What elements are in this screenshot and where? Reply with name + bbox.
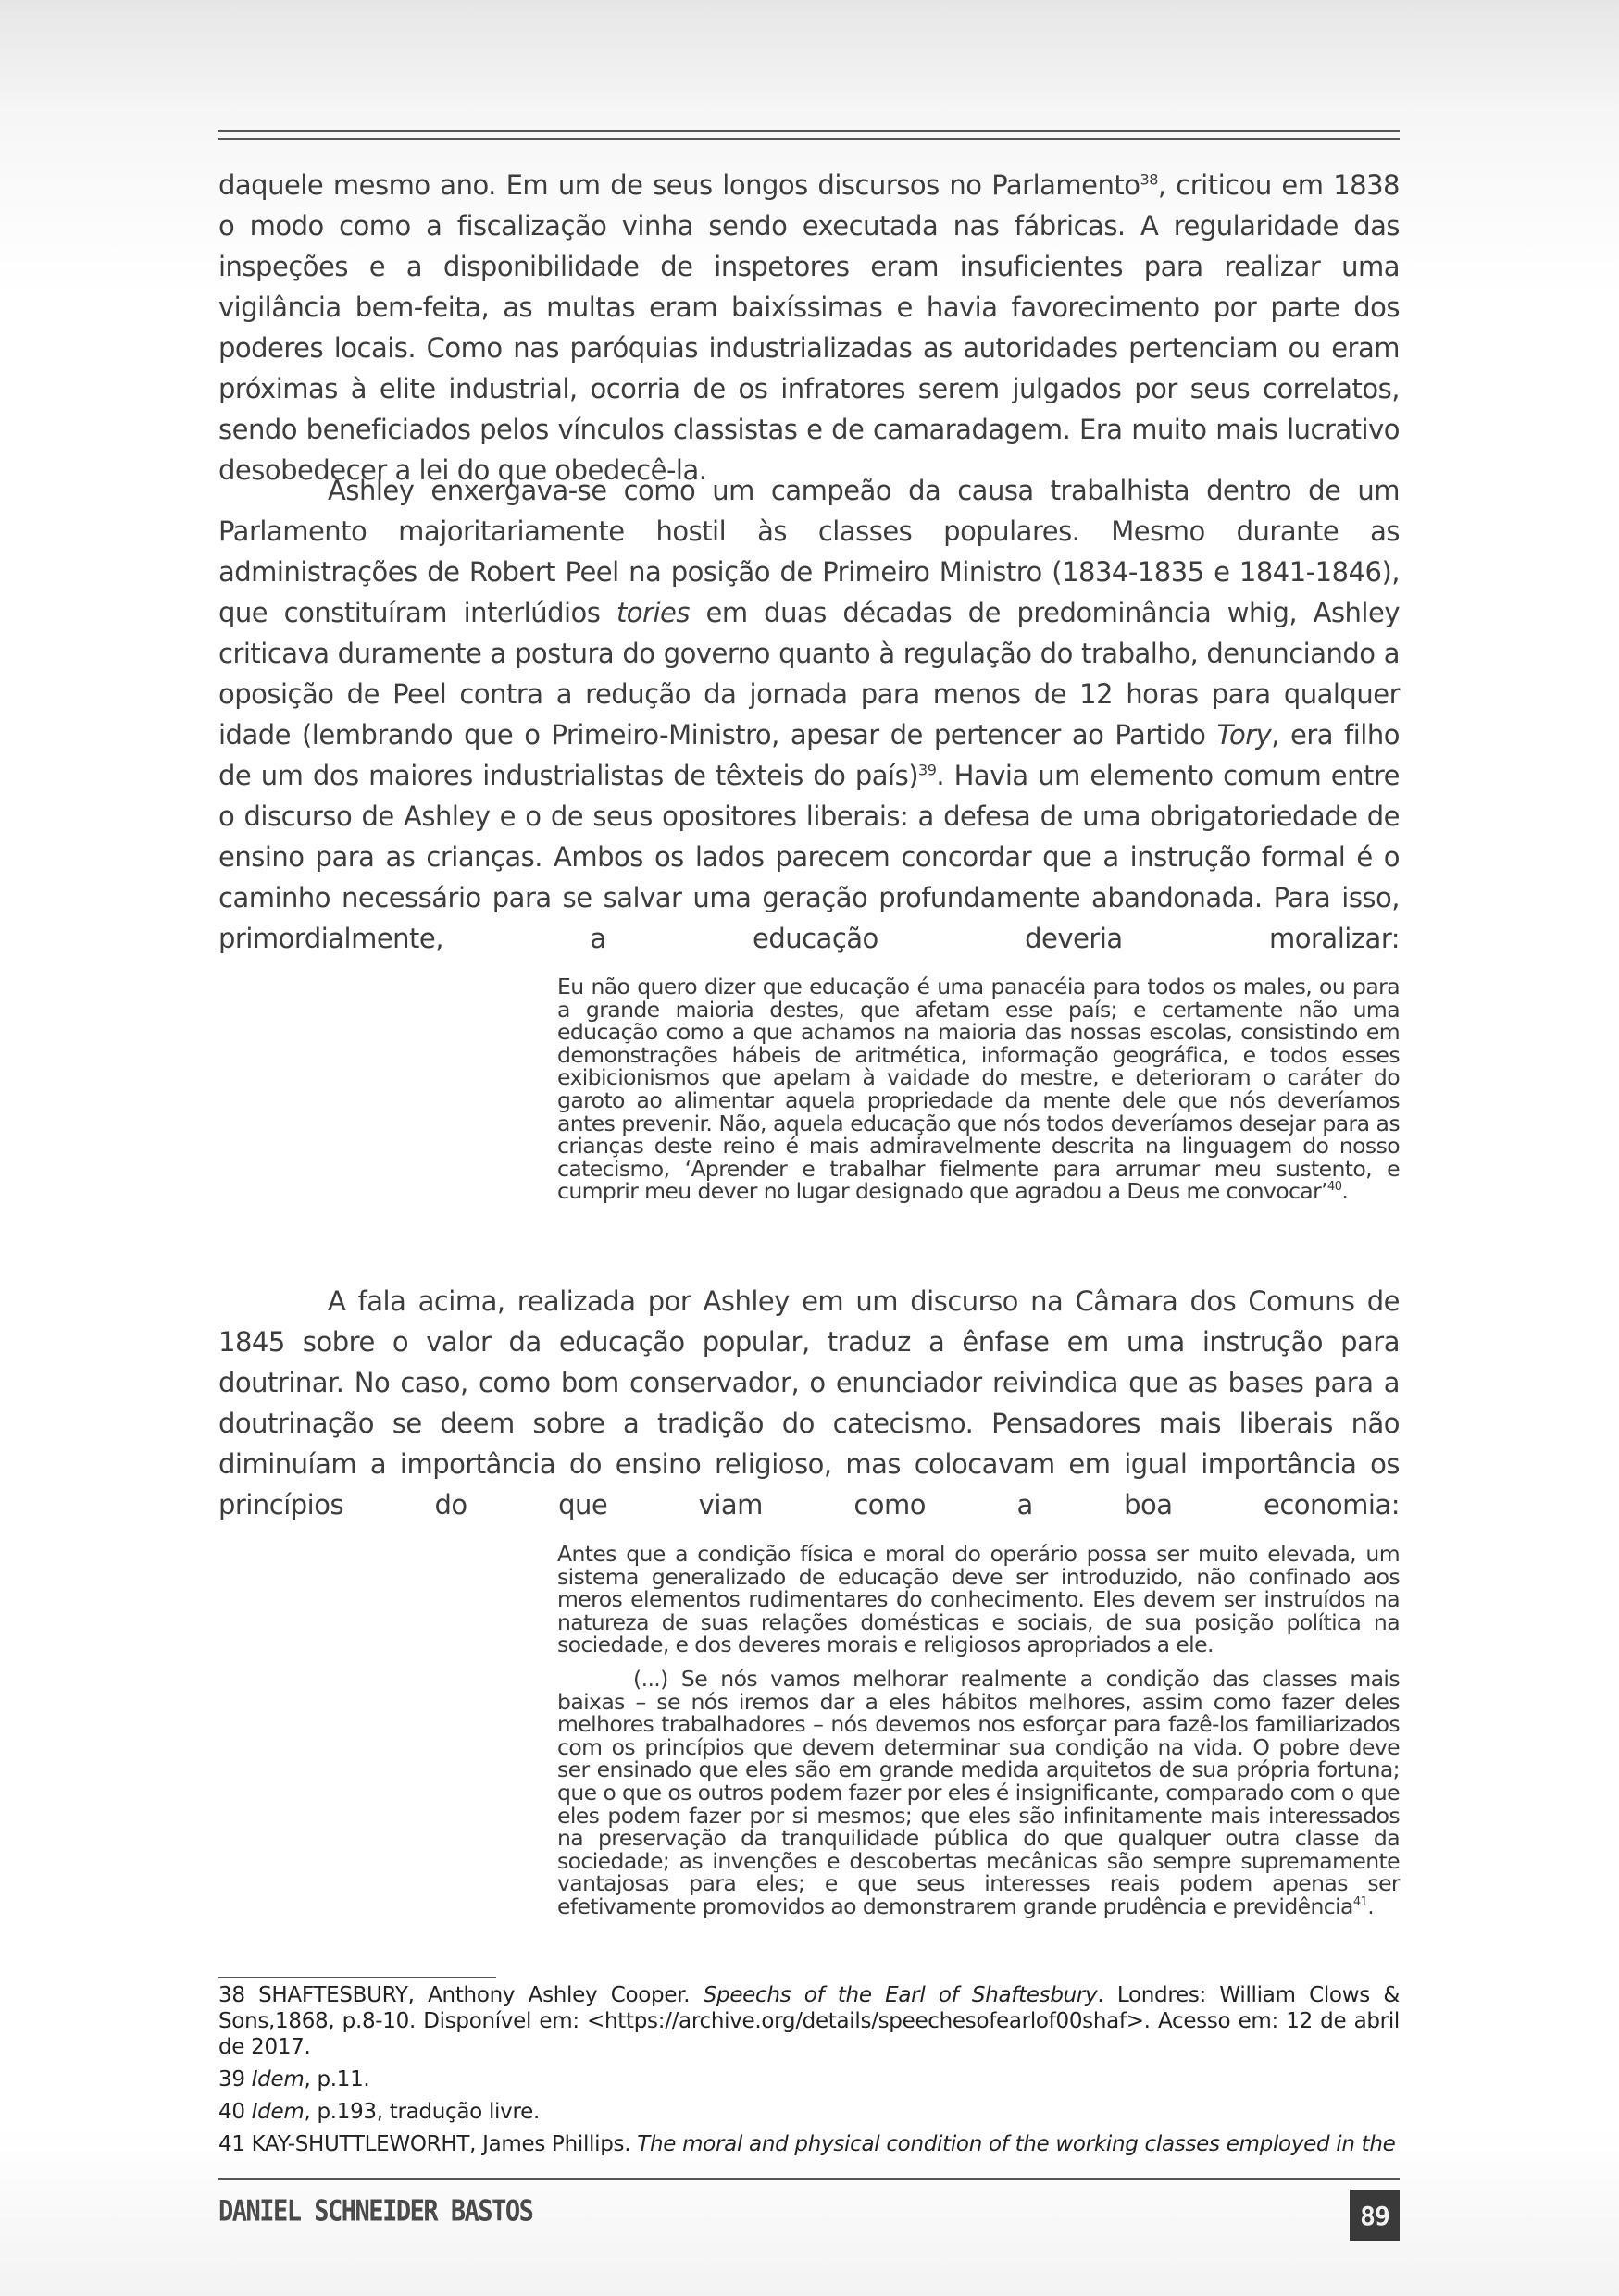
header-rule — [218, 130, 1400, 140]
body-paragraph-1: daquele mesmo ano. Em um de seus longos discursos no Parlamento$^{38}$, criticou em 1838 o modo como a fiscalização vinha sendo executada nas fábricas. A regularidade das inspeções e a disponibilidade de inspetores eram insuficientes para realizar uma vigilância bem-feita, as multas eram baixíssimas e havia favorecimento por parte dos poderes locais. Como nas paróquias industrializadas as autoridades pertenciam ou eram próximas à elite industrial, ocorria de os infratores serem julgados por seus correlatos, sendo beneficiados pelos vínculos classistas e de camaradagem. Era muito mais lucrativo desobedecer a lei do que obedecê-la. — [218, 169, 1400, 486]
footer-rule — [218, 2178, 1400, 2180]
footnote-ref-41[interactable]: 41 — [1352, 1895, 1368, 1910]
footnotes — [218, 1982, 1400, 2164]
page-number: 89 — [1350, 2190, 1400, 2241]
footnote-separator — [218, 1977, 496, 1978]
footnote-ref-40[interactable]: 40 — [1327, 1180, 1342, 1195]
footnote-40: 40 Idem, p.193, tradução livre. — [218, 2100, 540, 2124]
footnote-ref-38[interactable]: 38 — [1140, 170, 1158, 189]
body-paragraph-3: A fala acima, realizada por Ashley em um discurso na Câmara dos Comuns de 1845 sobre o valor da educação popular, traduz a ênfase em uma instrução para doutrinar. No caso, como bom conservador, o enunciador reivindica que as bases para a doutrinação se deem sobre a tradição do catecismo. Pensadores mais liberais não diminuíam a importância do ensino religioso, mas colocavam em igual importância os princípios do que viam como a boa economia: — [218, 1285, 1400, 1520]
footnote-39: 39 Idem, p.11. — [218, 2067, 370, 2091]
body-paragraph-2: Ashley enxergava-se como um campeão da causa trabalhista dentro de um Parlamento majoritariamente hostil às classes populares. Mesmo durante as administrações de Robert Peel na posição de Primeiro Ministro (1834-1835 e 1841-1846), que constituíram interlúdios tories em duas décadas de predominância whig, Ashley criticava duramente a postura do governo quanto à regulação do trabalho, denunciando a oposição de Peel contra a redução da jornada para menos de 12 horas para qualquer idade (lembrando que o Primeiro-Ministro, apesar de pertencer ao Partido Tory, era filho de um dos maiores industrialistas de têxteis do país)$^{39}$. Havia um elemento comum entre o discurso de Ashley e o de seus opositores liberais: a defesa de uma obrigatoriedade de ensino para as crianças. Ambos os lados parecem concordar que a instrução formal é o caminho necessário para se salvar uma geração profundamente abandonada. Para isso, primordialmente, a educação deveria moralizar: — [218, 475, 1400, 954]
block-quote-1: Eu não quero dizer que educação é uma panacéia para todos os males, ou para a grande maioria destes, que afetam esse país; e certamente não uma educação como a que achamos na maioria das nossas escolas, consistindo em demonstrações hábeis de aritmética, informação geográfica, e todos esses exibicionismos que apelam à vaidade do mestre, e deterioram o caráter do garoto ao alimentar aquela propriedade da mente dele que nós deveríamos antes prevenir. Não, aquela educação que nós todos deveríamos desejar para as crianças deste reino é mais admiravelmente descrita na linguagem do nosso catecismo, ‘Aprender e trabalhar fielmente para arrumar meu sustento, e cumprir meu dever no lugar designado que agradou a Deus me convocar’$^{40}$. — [557, 974, 1400, 1205]
footer-author: DANIEL SCHNEIDER BASTOS — [218, 2195, 533, 2228]
footnote-ref-39[interactable]: 39 — [918, 761, 937, 779]
block-quote-2: Antes que a condição física e moral do operário possa ser muito elevada, um sistema generalizado de educação deve ser introduzido, não confinado aos meros elementos rudimentares do conhecimento. Eles devem ser instruídos na natureza de suas relações domésticas e sociais, de sua posição política na sociedade, e dos deveres morais e religiosos apropriados a ele. (...) Se nós vamos melhorar realmente a condição das classes mais baixas – se nós iremos dar a eles hábitos melhores, assim como fazer deles melhores trabalhadores – nós devemos nos esforçar para fazê-los familiarizados com os princípios que devem determinar sua condição na vida. O pobre deve ser ensinado que eles são em grande medida arquitetos de sua própria fortuna; que o que os outros podem fazer por eles é insignificante, comparado com o que eles podem fazer por si mesmos; que eles são infinitamente mais interessados na preservação da tranquilidade pública do que qualquer outra classe da sociedade; as invenções e descobertas mecânicas são sempre supremamente vantajosas para eles; e que seus interesses reais podem apenas ser efetivamente promovidos ao demonstrarem grande prudência e previdência$^{41}$. — [557, 1541, 1400, 1919]
footnote-41: 41 KAY-SHUTTLEWORHT, James Phillips. The moral and physical condition of the working classes employed in the — [218, 2132, 1396, 2156]
footnote-38: 38 SHAFTESBURY, Anthony Ashley Cooper. Speechs of the Earl of Shaftesbury. Londres: William Clows & Sons,1868, p.8-10. Disponível em: <https://archive.org/details/speechesofearlof00shaf>. Acesso em: 12 de abril de 2017. — [218, 1983, 1400, 2059]
